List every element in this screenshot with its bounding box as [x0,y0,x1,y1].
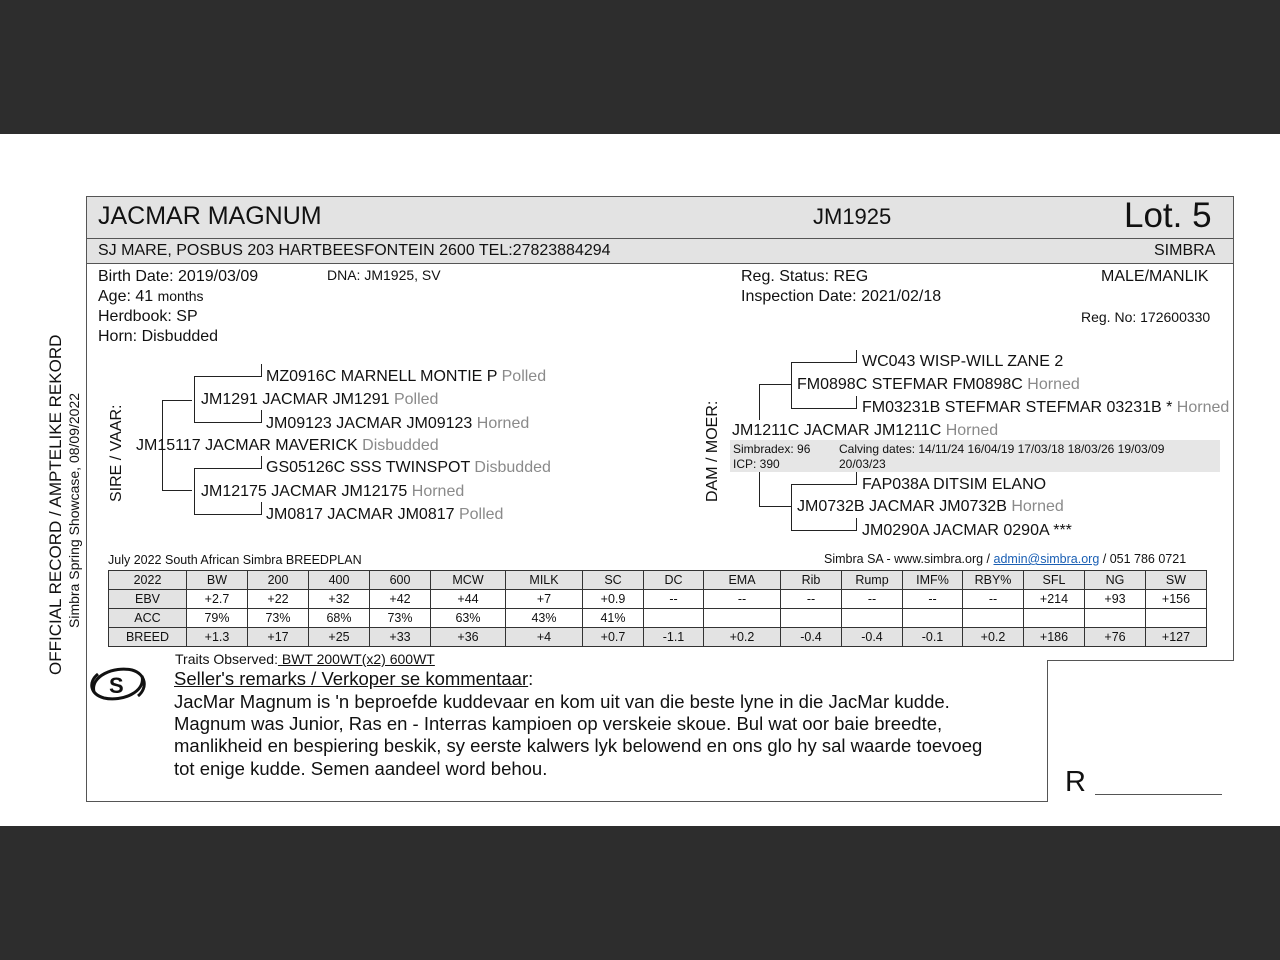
acc-cell: 68% [309,609,370,628]
pedigree-ddd: JM0290A JACMAR 0290A *** [862,522,1072,539]
headers-cell: MILK [506,571,583,590]
ebv-cell: +7 [506,590,583,609]
sd-bracket-top [194,468,262,469]
sire-bracket-top [162,400,192,401]
showcase-label: Simbra Spring Showcase, 08/09/2022 [66,392,82,628]
headers-cell: SC [583,571,644,590]
reg-status: Reg. Status: REG [741,268,869,285]
logo-letter: S [109,673,124,698]
acc-row [109,609,1207,628]
remarks-line-3: manlikheid en bespiering beskik, sy eerste kalwers lyk belowend en ons glo hy sal waarde toevoeg [174,735,983,756]
acc-cell [842,609,903,628]
pedigree-ss: JM1291 JACMAR JM1291 Polled [201,391,439,408]
breed-cell: +0.2 [704,628,781,647]
catalogue-sheet [0,134,1280,826]
ebv-cell: +0.9 [583,590,644,609]
headers-cell: 2022 [109,571,187,590]
breed-cell: -1.1 [644,628,704,647]
headers-cell: RBY% [963,571,1024,590]
acc-cell: 63% [431,609,506,628]
dss-tick [856,350,857,363]
sdd-tick [261,502,262,515]
remarks-line-1: JacMar Magnum is 'n beproefde kuddevaar en kom uit van die beste lyne in die JacMar kudde. [174,691,950,712]
remarks-line-4: tot enige kudde. Semen aandeel word behou. [174,758,548,779]
sire-bracket-bottom [162,490,192,491]
ebv-cell: +32 [309,590,370,609]
breed-cell: -0.1 [903,628,963,647]
breed-cell: +0.7 [583,628,644,647]
pedigree-sss: MZ0916C MARNELL MONTIE P Polled [266,368,547,385]
ds-bracket-top [791,362,857,363]
ebv-cell: EBV [109,590,187,609]
lot-number: Lot. 5 [1124,196,1212,235]
acc-cell: 79% [187,609,248,628]
breed-cell: +0.2 [963,628,1024,647]
ss-bracket-bottom [194,422,262,423]
inspection-date: Inspection Date: 2021/02/18 [741,288,942,305]
acc-cell [644,609,704,628]
ebv-cell: +93 [1085,590,1146,609]
headers-cell: 600 [370,571,431,590]
dd-bracket-bottom [791,530,857,531]
remarks-line-2: Magnum was Junior, Ras en - Interras kampioen op verskeie skoue. Bul wat oor baie breedte, [174,713,943,734]
pedigree-dd: JM0732B JACMAR JM0732B Horned [797,498,1064,515]
ds-bracket-bottom [791,408,857,409]
breedplan-caption: July 2022 South African Simbra BREEDPLAN [108,553,362,567]
ebv-cell: +156 [1146,590,1207,609]
ebv-cell: +42 [370,590,431,609]
sex-label: MALE/MANLIK [1101,268,1209,285]
ebv-cell: -- [963,590,1024,609]
dd-bracket-top [791,484,857,485]
pedigree-dsd: FM03231B STEFMAR STEFMAR 03231B * Horned [862,399,1230,416]
acc-cell [963,609,1024,628]
dam-bracket-top [759,384,791,385]
acc-cell [903,609,963,628]
headers-cell: 400 [309,571,370,590]
headers-cell: MCW [431,571,506,590]
pedigree-dam: JM1211C JACMAR JM1211C Horned [732,422,999,439]
animal-name: JACMAR MAGNUM [98,202,322,230]
breed-cell: +36 [431,628,506,647]
breed-cell: +186 [1024,628,1085,647]
acc-cell: ACC [109,609,187,628]
ss-bracket-top [194,376,262,377]
headers-cell: Rib [781,571,842,590]
ebv-cell: -- [842,590,903,609]
acc-cell: 73% [248,609,309,628]
birth-date: Birth Date: 2019/03/09 [98,268,259,285]
age-unit: months [157,288,204,304]
ebv-header-row [109,571,1207,590]
pedigree-ds: FM0898C STEFMAR FM0898C Horned [797,376,1080,393]
pedigree-dss: WC043 WISP-WILL ZANE 2 [862,353,1064,370]
signature-line[interactable] [1095,794,1222,795]
sire-label: SIRE / VAAR: [108,404,125,502]
breed-cell: -0.4 [842,628,903,647]
breed-cell: +33 [370,628,431,647]
calving-dates-cont: 20/03/23 [839,457,886,471]
ebv-cell: -- [903,590,963,609]
simbradex: Simbradex: 96 [733,442,811,456]
breedplan-contact: Simbra SA - www.simbra.org / admin@simbra.org / 051 786 0721 [824,552,1187,566]
headers-cell: DC [644,571,704,590]
ebv-table [108,570,1207,647]
dam-bracket-up [759,384,760,420]
headers-cell: SW [1146,571,1207,590]
email-link[interactable]: admin@simbra.org [993,552,1100,566]
animal-id: JM1925 [813,204,892,229]
headers-cell: EMA [704,571,781,590]
dd-bracket [791,484,792,530]
headers-cell: BW [187,571,248,590]
pedigree-sd: JM12175 JACMAR JM12175 Horned [201,483,465,500]
official-record-label: OFFICIAL RECORD / AMPTELIKE REKORD [46,334,65,675]
acc-cell [704,609,781,628]
ddd-tick [856,518,857,531]
ebv-cell: +2.7 [187,590,248,609]
ebv-cell: +214 [1024,590,1085,609]
breed-label: SIMBRA [1154,242,1216,259]
simbra-logo-icon [88,662,148,706]
sd-bracket [194,468,195,514]
dsd-tick [856,396,857,409]
sss-tick [261,364,262,377]
headers-cell: SFL [1024,571,1085,590]
ss-bracket [194,376,195,422]
acc-cell: 73% [370,609,431,628]
ssd-tick [261,410,262,423]
acc-cell: 43% [506,609,583,628]
dam-bracket-down [759,470,760,507]
breed-cell: +17 [248,628,309,647]
ebv-cell: +44 [431,590,506,609]
ebv-cell: -- [781,590,842,609]
icp: ICP: 390 [733,457,780,471]
traits-observed: Traits Observed: BWT 200WT(x2) 600WT [175,651,435,667]
breed-cell: +4 [506,628,583,647]
calving-dates: Calving dates: 14/11/24 16/04/19 17/03/18 18/03/26 19/03/09 [839,442,1165,456]
pedigree-sire: JM15117 JACMAR MAVERICK Disbudded [136,437,439,454]
breed-cell: +76 [1085,628,1146,647]
acc-cell [1146,609,1207,628]
sd-bracket-bottom [194,514,262,515]
breed-cell: BREED [109,628,187,647]
remarks-heading: Seller's remarks / Verkoper se kommentaar: [174,668,534,689]
breed-cell: +25 [309,628,370,647]
pedigree-sdd: JM0817 JACMAR JM0817 Polled [266,506,504,523]
breed-cell: +1.3 [187,628,248,647]
headers-cell: NG [1085,571,1146,590]
acc-cell: 41% [583,609,644,628]
pedigree-dds: FAP038A DITSIM ELANO [862,476,1047,493]
breed-cell: -0.4 [781,628,842,647]
pedigree-sds: GS05126C SSS TWINSPOT Disbudded [266,459,551,476]
ebv-row [109,590,1207,609]
headers-cell: 200 [248,571,309,590]
ebv-cell: -- [704,590,781,609]
frame-divider [1047,660,1234,661]
dam-bracket-bottom [759,506,791,507]
acc-cell [1024,609,1085,628]
reg-number: Reg. No: 172600330 [1081,309,1211,325]
sds-tick [261,456,262,469]
ebv-cell: +22 [248,590,309,609]
acc-cell [1085,609,1146,628]
dna-info: DNA: JM1925, SV [327,267,441,283]
age-value: Age: 41 [98,288,154,305]
acc-cell [781,609,842,628]
r-label: R [1065,766,1086,798]
pedigree-ssd: JM09123 JACMAR JM09123 Horned [266,415,530,432]
breed-cell: +127 [1146,628,1207,647]
horn-status: Horn: Disbudded [98,328,219,345]
headers-cell: IMF% [903,571,963,590]
age [98,288,204,306]
headers-cell: Rump [842,571,903,590]
breeder-address: SJ MARE, POSBUS 203 HARTBEESFONTEIN 2600 TEL:27823884294 [98,242,611,259]
dds-tick [856,472,857,485]
dam-label: DAM / MOER: [704,400,721,502]
breed-avg-row [109,628,1207,647]
ds-bracket [791,362,792,408]
ebv-cell: -- [644,590,704,609]
herdbook: Herdbook: SP [98,308,198,325]
